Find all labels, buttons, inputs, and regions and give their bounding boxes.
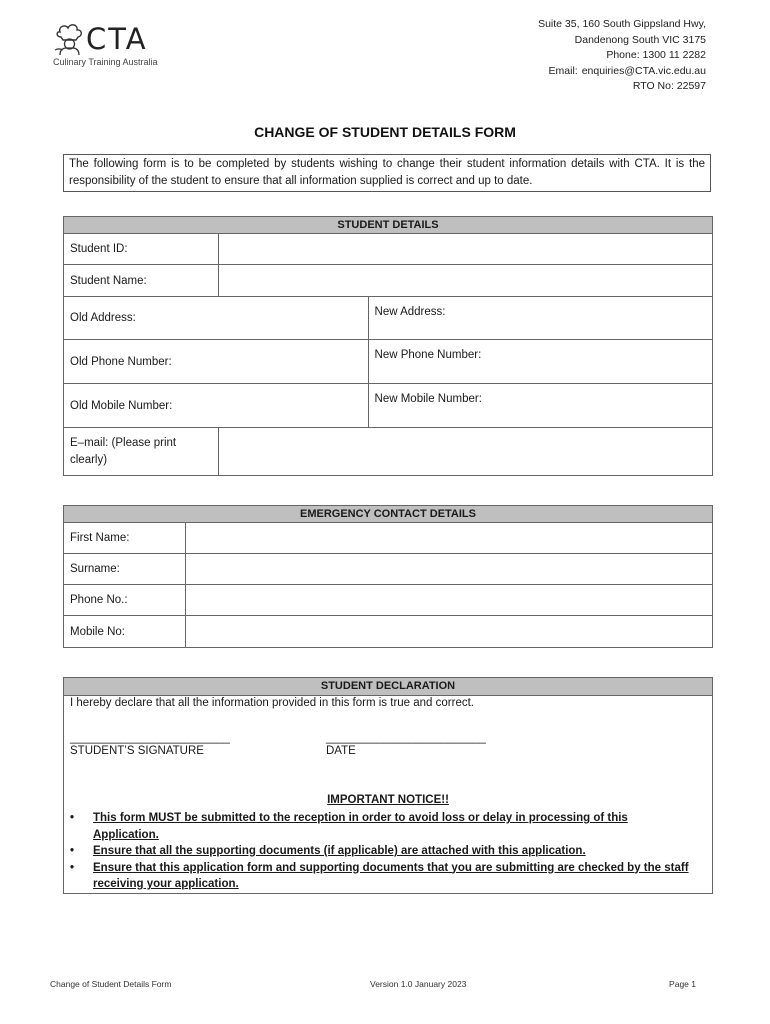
date-line[interactable]: _________________________ [326, 732, 486, 744]
logo-wordmark: CTA [86, 22, 148, 56]
student-declaration-section [63, 677, 713, 894]
student-details-header: STUDENT DETAILS [64, 217, 713, 234]
new-mobile-label: New Mobile Number: [374, 393, 482, 405]
footer-form-name: Change of Student Details Form [50, 979, 172, 989]
surname-label: Surname: [64, 554, 186, 585]
surname-field[interactable] [185, 554, 712, 585]
email-link[interactable]: enquiries@CTA.vic.edu.au [581, 64, 706, 77]
old-address-label: Old Address: [70, 312, 136, 324]
declaration-text: I hereby declare that all the information provided in this form is true and correct. [70, 697, 474, 709]
mobile-field[interactable] [185, 616, 712, 648]
address-line-1: Suite 35, 160 South Gippsland Hwy, [538, 18, 706, 30]
old-phone-field[interactable] [64, 340, 369, 384]
phone-text: Phone: 1300 11 2282 [606, 49, 706, 61]
notice-item: • Ensure that all the supporting documents (if applicable) are attached with this application. [70, 843, 690, 860]
bullet-icon: • [70, 861, 75, 874]
phone-label: Phone No.: [64, 585, 186, 616]
notice-item: • This form MUST be submitted to the reception in order to avoid loss or delay in processing of this Application. [70, 812, 628, 841]
new-address-label: New Address: [374, 306, 446, 318]
bullet-icon: • [70, 845, 75, 857]
notice-item: • Ensure that this application form and supporting documents that you are submitting are checked by the staff receiving your application. [70, 861, 689, 890]
email-label-cell: E–mail: (Please print clearly) [64, 428, 219, 476]
cta-logo [52, 22, 182, 72]
signature-label: STUDENT’S SIGNATURE [70, 745, 204, 757]
first-name-field[interactable] [185, 523, 712, 554]
emergency-contact-table [63, 505, 713, 648]
important-notice-title: IMPORTANT NOTICE!! [327, 794, 449, 806]
student-name-field[interactable] [218, 265, 712, 297]
first-name-label: First Name: [64, 523, 186, 554]
rto-number: RTO No: 22597 [632, 80, 706, 92]
new-phone-label: New Phone Number: [374, 349, 482, 361]
logo-subtitle: Culinary Training Australia [53, 57, 158, 67]
chef-logo-icon [52, 22, 88, 56]
old-address-field[interactable] [64, 297, 369, 340]
footer-version: Version 1.0 January 2023 [370, 979, 467, 989]
phone-field[interactable] [185, 585, 712, 616]
student-name-label: Student Name: [64, 265, 219, 297]
new-address-field[interactable] [368, 297, 712, 340]
student-id-field[interactable] [218, 234, 712, 265]
old-mobile-field[interactable] [64, 384, 369, 428]
contact-address [538, 17, 706, 95]
intro-paragraph: The following form is to be completed by students wishing to change their student information details with CTA. It is the responsibility of the student to ensure that all information supplied is correct and up to date. [63, 154, 711, 192]
email-row [538, 64, 706, 80]
signature-line[interactable]: _________________________ [70, 732, 230, 744]
new-phone-field[interactable] [368, 340, 712, 384]
new-mobile-field[interactable] [368, 384, 712, 428]
date-label: DATE [326, 745, 356, 757]
student-id-label: Student ID: [64, 234, 219, 265]
footer-page-number: Page 1 [669, 979, 696, 989]
student-declaration-header: STUDENT DECLARATION [64, 678, 712, 696]
old-mobile-label: Old Mobile Number: [70, 399, 173, 412]
bullet-icon: • [70, 812, 75, 824]
address-line-2: Dandenong South VIC 3175 [574, 33, 706, 46]
email-label: Email: [548, 64, 578, 77]
page-title: CHANGE OF STUDENT DETAILS FORM [254, 124, 516, 140]
email-field[interactable] [218, 428, 712, 476]
mobile-label: Mobile No: [64, 616, 186, 648]
emergency-contact-header: EMERGENCY CONTACT DETAILS [64, 506, 713, 523]
student-details-table [63, 216, 713, 476]
old-phone-label: Old Phone Number: [70, 355, 172, 368]
notice-list [70, 810, 690, 893]
